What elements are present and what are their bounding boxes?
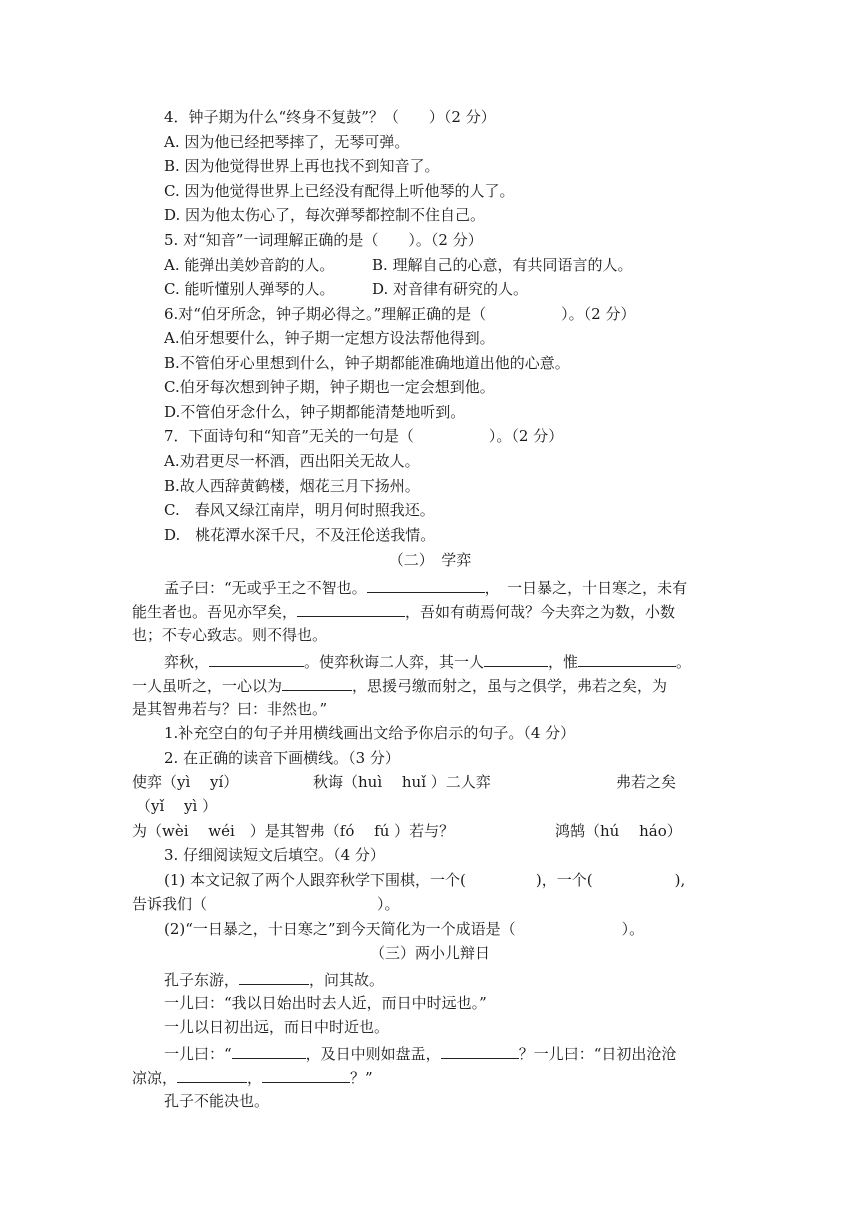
reading-item: 弗若之矣 [616,773,677,791]
blank-line [484,650,548,667]
passage-line: 孟子曰：“无或乎王之不智也。 ， 一日暴之，十日寒之，未有 [164,576,687,598]
sec2-q3-2: (2)“一日暴之，十日寒之”到今天简化为一个成语是（ ）。 [164,920,645,938]
q4-option-c: C. 因为他觉得世界上已经没有配得上听他琴的人了。 [164,182,515,200]
blank-line [578,650,676,667]
q6-option-a: A.伯牙想要什么，钟子期一定想方设法帮他得到。 [164,329,495,347]
blank-line [282,674,352,691]
passage-line: 是其智弗若与？曰：非然也。” [132,700,328,718]
blank-line [262,1066,350,1083]
q7-option-c: C. 春风又绿江南岸，明月何时照我还。 [164,501,435,519]
sec2-q2: 2. 在正确的读音下画横线。（3 分） [164,749,400,767]
q6-stem: 6.对“伯牙所念，钟子期必得之。”理解正确的是（ ）。（2 分） [164,305,636,323]
reading-item: 为（wèi wéi ）是其智弗（fó fú ）若与？ [132,822,455,840]
sec2-q1: 1.补充空白的句子并用横线画出文给予你启示的句子。（4 分） [164,724,576,742]
q4-option-b: B. 因为他觉得世界上再也找不到知音了。 [164,157,440,175]
sec2-q3: 3. 仔细阅读短文后填空。（4 分） [164,846,385,864]
blank-line [232,1042,306,1059]
section-title-xueyi: （二） 学弈 [388,551,472,569]
q4-option-d: D. 因为他太伤心了，每次弹琴都控制不住自己。 [164,206,486,224]
q7-option-b: B.故人西辞黄鹤楼，烟花三月下扬州。 [164,477,420,495]
passage-line: 一儿以日初出远，而日中时近也。 [164,1018,390,1036]
q5-option-a: A. 能弹出美妙音韵的人。 [164,256,335,274]
passage-line: 一儿曰：“我以日始出时去人近，而日中时远也。” [164,994,487,1012]
q6-option-d: D.不管伯牙念什么，钟子期都能清楚地听到。 [164,403,466,421]
passage-line: 弈秋， 。使弈秋诲二人弈，其一人 ，惟 。 [164,650,691,672]
blank-line [297,600,405,617]
blank-line [209,650,304,667]
sec2-q3-1: (1) 本文记叙了两个人跟弈秋学下围棋，一个( )，一个( ), [164,871,686,889]
reading-item: （yǐ yì ） [136,797,218,815]
blank-line [367,576,485,593]
blank-line [441,1042,519,1059]
q6-option-b: B.不管伯牙心里想到什么，钟子期都能准确地道出他的心意。 [164,354,570,372]
q7-option-a: A.劝君更尽一杯酒，西出阳关无故人。 [164,452,420,470]
passage-line: 孔子东游， ，问其故。 [164,968,384,990]
section-title-liangxiaoer: （三）两小儿辩日 [369,944,490,962]
q7-option-d: D. 桃花潭水深千尺，不及汪伦送我情。 [164,526,436,544]
passage-line: 一儿曰：“ ，及日中则如盘盂， ？一儿曰：“日初出沧沧 [164,1042,676,1064]
passage-line: 也；不专心致志。则不得也。 [132,626,328,644]
q7-stem: 7．下面诗句和“知音”无关的一句是（ ）。（2 分） [164,427,564,445]
q5-option-b: B. 理解自己的心意，有共同语言的人。 [372,256,633,274]
q4-option-a: A. 因为他已经把琴摔了，无琴可弹。 [164,133,410,151]
passage-line: 能生者也。吾见亦罕矣， ，吾如有萌焉何哉？今夫弈之为数，小数 [132,600,675,622]
q5-stem: 5. 对“知音”一词理解正确的是（ ）。（2 分） [164,231,483,249]
blank-line [177,1066,247,1083]
reading-item: 使弈（yì yí） [132,773,239,791]
passage-line: 孔子不能决也。 [164,1092,270,1110]
blank-line [239,968,309,985]
reading-item: 秋诲（huì huǐ ）二人弈 [313,773,491,791]
q5-option-c: C. 能听懂别人弹琴的人。 [164,280,335,298]
q6-option-c: C.伯牙每次想到钟子期，钟子期也一定会想到他。 [164,378,495,396]
q5-option-d: D. 对音律有研究的人。 [372,280,529,298]
q4-stem: 4．钟子期为什么“终身不复鼓”？（ ）（2 分） [164,108,496,126]
sec2-q3-1-cont: 告诉我们（ ）。 [132,895,400,913]
reading-item: 鸿鹄（hú háo） [555,822,682,840]
passage-line: 一人虽听之，一心以为 ，思援弓缴而射之，虽与之俱学，弗若之矣，为 [132,674,667,696]
passage-line: 凉凉， ， ？” [132,1066,373,1088]
